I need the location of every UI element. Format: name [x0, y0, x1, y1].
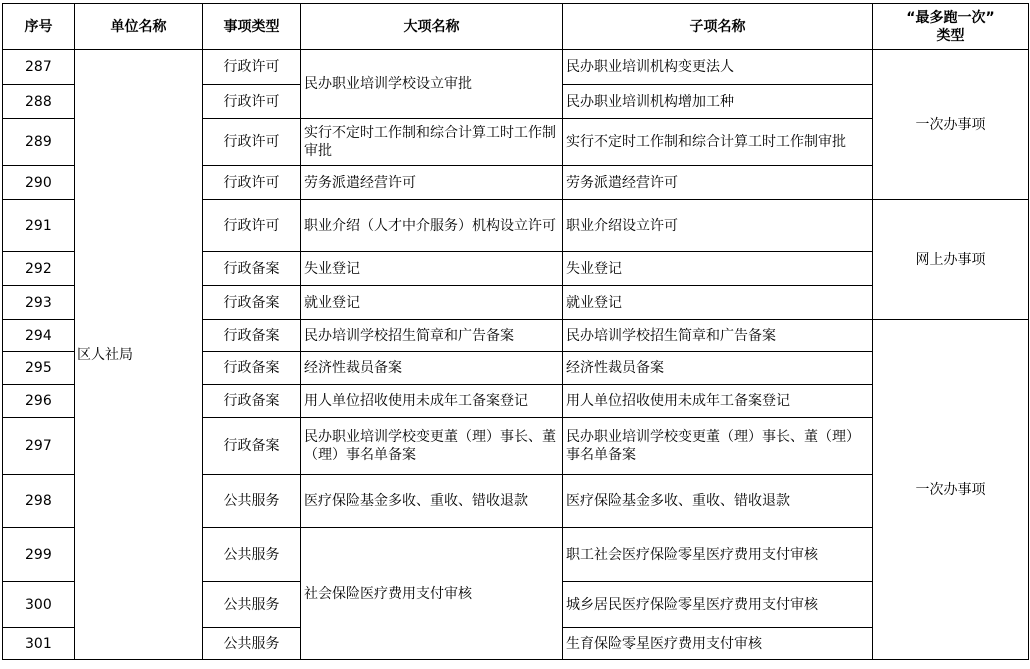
sub-cell: 生育保险零星医疗费用支付审核	[563, 628, 873, 660]
major-cell: 经济性裁员备案	[301, 352, 563, 385]
sub-cell: 劳务派遣经营许可	[563, 166, 873, 200]
seq-cell: 296	[3, 385, 75, 418]
seq-cell: 295	[3, 352, 75, 385]
sub-cell: 实行不定时工作制和综合计算工时工作制审批	[563, 119, 873, 166]
sub-cell: 经济性裁员备案	[563, 352, 873, 385]
seq-cell: 300	[3, 582, 75, 628]
type-cell: 行政备案	[203, 320, 301, 352]
major-cell: 职业介绍（人才中介服务）机构设立许可	[301, 200, 563, 252]
sub-cell: 城乡居民医疗保险零星医疗费用支付审核	[563, 582, 873, 628]
sub-cell: 用人单位招收使用未成年工备案登记	[563, 385, 873, 418]
sub-cell: 职工社会医疗保险零星医疗费用支付审核	[563, 528, 873, 582]
seq-cell: 294	[3, 320, 75, 352]
major-cell: 民办职业培训学校设立审批	[301, 50, 563, 119]
header-unit: 单位名称	[75, 4, 203, 50]
visit-type-cell: 一次办事项	[873, 320, 1029, 660]
major-cell: 用人单位招收使用未成年工备案登记	[301, 385, 563, 418]
sub-cell: 医疗保险基金多收、重收、错收退款	[563, 475, 873, 528]
sub-cell: 失业登记	[563, 252, 873, 286]
major-cell: 民办培训学校招生简章和广告备案	[301, 320, 563, 352]
type-cell: 行政许可	[203, 50, 301, 85]
major-cell: 失业登记	[301, 252, 563, 286]
type-cell: 公共服务	[203, 528, 301, 582]
header-type: 事项类型	[203, 4, 301, 50]
type-cell: 行政备案	[203, 352, 301, 385]
type-cell: 行政许可	[203, 119, 301, 166]
type-cell: 公共服务	[203, 628, 301, 660]
type-cell: 行政备案	[203, 385, 301, 418]
type-cell: 公共服务	[203, 582, 301, 628]
header-visit-type-line2: 类型	[936, 27, 965, 44]
visit-type-cell: 网上办事项	[873, 200, 1029, 320]
table-row	[3, 50, 1029, 85]
seq-cell: 288	[3, 85, 75, 119]
sub-cell: 民办职业培训机构增加工种	[563, 85, 873, 119]
major-cell: 劳务派遣经营许可	[301, 166, 563, 200]
type-cell: 行政许可	[203, 200, 301, 252]
seq-cell: 293	[3, 286, 75, 320]
header-row	[3, 4, 1029, 50]
type-cell: 公共服务	[203, 475, 301, 528]
major-cell: 实行不定时工作制和综合计算工时工作制审批	[301, 119, 563, 166]
header-visit-type-line1: “最多跑一次”	[906, 9, 995, 26]
sub-cell: 民办职业培训机构变更法人	[563, 50, 873, 85]
sub-cell: 民办培训学校招生简章和广告备案	[563, 320, 873, 352]
sub-cell: 职业介绍设立许可	[563, 200, 873, 252]
type-cell: 行政许可	[203, 85, 301, 119]
visit-type-cell: 一次办事项	[873, 50, 1029, 200]
seq-cell: 297	[3, 418, 75, 475]
seq-cell: 291	[3, 200, 75, 252]
type-cell: 行政备案	[203, 418, 301, 475]
header-major: 大项名称	[301, 4, 563, 50]
type-cell: 行政许可	[203, 166, 301, 200]
services-table	[2, 3, 1029, 660]
seq-cell: 299	[3, 528, 75, 582]
sub-cell: 就业登记	[563, 286, 873, 320]
type-cell: 行政备案	[203, 286, 301, 320]
seq-cell: 292	[3, 252, 75, 286]
seq-cell: 301	[3, 628, 75, 660]
header-seq: 序号	[3, 4, 75, 50]
seq-cell: 289	[3, 119, 75, 166]
seq-cell: 287	[3, 50, 75, 85]
major-cell: 社会保险医疗费用支付审核	[301, 528, 563, 660]
sub-cell: 民办职业培训学校变更董（理）事长、董（理）事名单备案	[563, 418, 873, 475]
header-visit-type	[873, 4, 1029, 50]
type-cell: 行政备案	[203, 252, 301, 286]
seq-cell: 298	[3, 475, 75, 528]
major-cell: 医疗保险基金多收、重收、错收退款	[301, 475, 563, 528]
major-cell: 民办职业培训学校变更董（理）事长、董（理）事名单备案	[301, 418, 563, 475]
header-sub: 子项名称	[563, 4, 873, 50]
unit-cell: 区人社局	[75, 50, 203, 660]
major-cell: 就业登记	[301, 286, 563, 320]
seq-cell: 290	[3, 166, 75, 200]
